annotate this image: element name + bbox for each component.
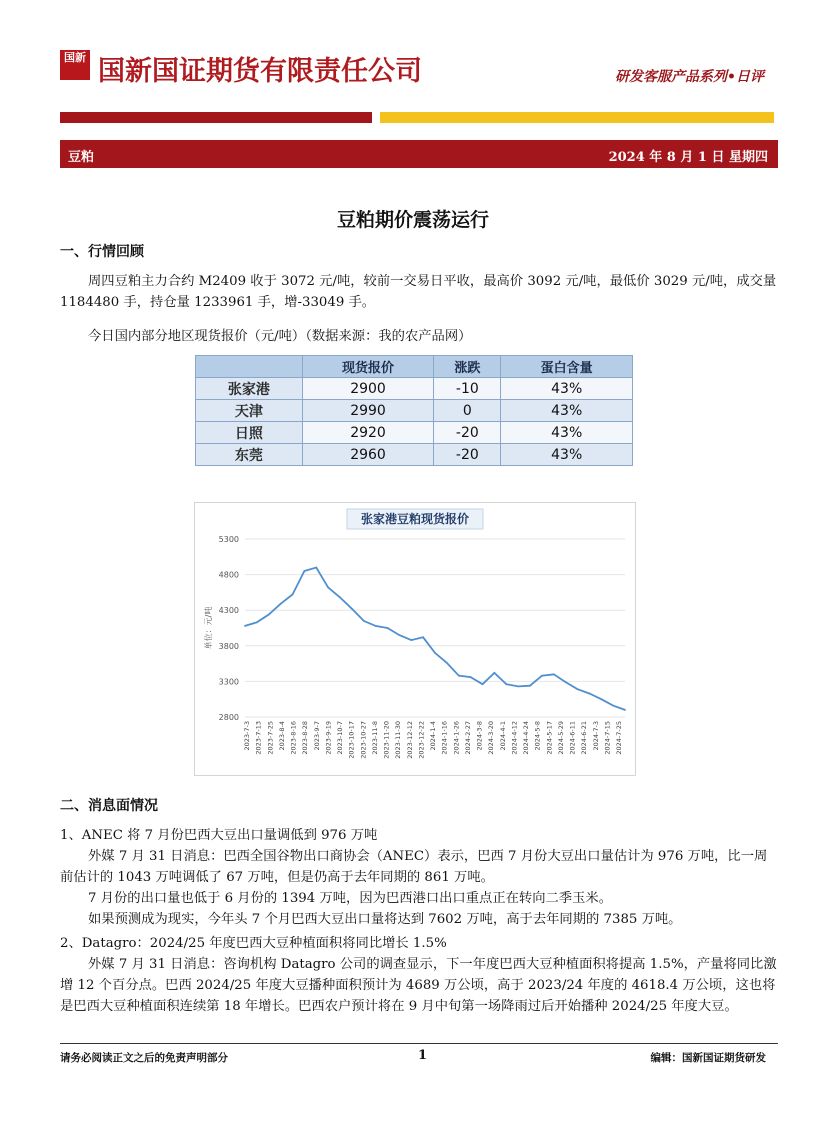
- section-heading-market-review: 一、行情回顾: [60, 244, 144, 260]
- header-red-bar: [60, 112, 372, 123]
- news-item-1-para-3: 如果预测成为现实，今年头 7 个月巴西大豆出口量将达到 7602 万吨，高于去年同期的 7385 万吨。: [88, 912, 682, 927]
- data-point: [315, 567, 317, 569]
- x-tick-label: 2024-1-16: [440, 721, 449, 755]
- data-point: [541, 675, 543, 677]
- data-point: [565, 681, 567, 683]
- x-tick-label: 2024-7-3: [591, 721, 600, 751]
- footer-disclaimer: 请务必阅读正文之后的免责声明部分: [60, 1052, 228, 1064]
- data-point: [517, 685, 519, 687]
- x-tick-label: 2023-10-17: [347, 721, 356, 759]
- footer-divider: [60, 1043, 778, 1044]
- data-point: [588, 693, 590, 695]
- data-point: [339, 596, 341, 598]
- data-point: [600, 698, 602, 700]
- product-band: [60, 140, 778, 168]
- data-point: [387, 627, 389, 629]
- data-point: [458, 675, 460, 677]
- x-tick-label: 2024-2-27: [463, 721, 472, 755]
- data-point: [410, 639, 412, 641]
- product-name: 豆粕: [68, 150, 95, 165]
- y-tick-label: 5300: [218, 535, 239, 544]
- data-point: [268, 614, 270, 616]
- x-tick-label: 2024-6-11: [568, 721, 577, 755]
- report-series: 研发客服产品系列•日评: [615, 69, 764, 85]
- data-point: [398, 634, 400, 636]
- x-tick-label: 2023-10-27: [359, 721, 368, 759]
- data-point: [292, 594, 294, 596]
- x-tick-label: 2023-7-25: [266, 721, 275, 755]
- x-tick-label: 2023-11-30: [394, 721, 403, 759]
- x-tick-label: 2023-8-28: [301, 721, 310, 755]
- data-point: [327, 587, 329, 589]
- data-point: [256, 621, 258, 623]
- x-tick-label: 2024-3-20: [487, 721, 496, 755]
- price-line-series: [245, 568, 625, 710]
- report-date: 2024 年 8 月 1 日 星期四: [608, 150, 768, 165]
- table-header-cell: 涨跌: [434, 356, 501, 378]
- x-tick-label: 2023-7-13: [254, 721, 263, 755]
- market-review-paragraph: 周四豆粕主力合约 M2409 收于 3072 元/吨，较前一交易日平收，最高价 3092 元/吨，最低价 3029 元/吨，成交量 1184480 手，持仓量 1233961 手，增-33049 手。: [60, 274, 777, 310]
- page-number: 1: [418, 1048, 428, 1063]
- price-chart-svg: [195, 503, 635, 775]
- x-tick-label: 2023-9-19: [324, 721, 333, 755]
- news-item-1-para-2: 7 月份的出口量也低于 6 月份的 1394 万吨，因为巴西港口出口重点正在转向二季玉米。: [88, 891, 612, 906]
- x-tick-label: 2023-10-7: [336, 721, 344, 755]
- table-row: 张家港 2900 -10 43%: [196, 378, 633, 400]
- data-point: [446, 662, 448, 664]
- page-title: 豆粕期价震荡运行: [336, 209, 489, 231]
- data-point: [422, 636, 424, 638]
- x-tick-label: 2023-8-4: [277, 721, 286, 751]
- header-yellow-bar: [380, 112, 774, 123]
- data-point: [470, 676, 472, 678]
- table-row: 东莞 2960 -20 43%: [196, 444, 633, 466]
- data-point: [351, 608, 353, 610]
- table-header-cell: 现货报价: [302, 356, 434, 378]
- table-row: 天津 2990 0 43%: [196, 400, 633, 422]
- data-point: [493, 672, 495, 674]
- spot-quote-table: [195, 355, 633, 466]
- table-caption: 今日国内部分地区现货报价（元/吨）（数据来源：我的农产品网）: [88, 329, 472, 344]
- x-tick-label: 2024-5-8: [533, 721, 542, 751]
- x-tick-label: 2023-11-20: [382, 721, 391, 759]
- y-tick-label: 3300: [218, 677, 239, 687]
- news-item-2-para-1: 外媒 7 月 31 日消息：咨询机构 Datagro 公司的调查显示，下一年度巴西大豆种植面积将提高 1.5%，产量将同比激增 12 个百分点。巴西 2024/25 年度大豆播种面积预计为 4689 万公顷，高于 2023/24 年度的 4618.4 万公顷，这也将是巴西大豆种植面积连续第 18 年增长。巴西农户预计将在 9 月中旬第一场降雨过后开始播种 2024/25 年度大豆。: [60, 957, 777, 1014]
- y-axis-label: 单位：元/吨: [204, 606, 213, 650]
- x-tick-label: 2024-1-26: [452, 721, 461, 755]
- company-name: 国新国证期货有限责任公司: [98, 56, 422, 87]
- x-tick-label: 2024-1-4: [429, 721, 437, 751]
- data-point: [505, 683, 507, 685]
- x-tick-label: 2023-11-8: [370, 721, 379, 755]
- data-point: [303, 570, 305, 572]
- data-point: [244, 625, 246, 627]
- data-point: [434, 652, 436, 654]
- table-header-cell: [196, 356, 303, 378]
- y-tick-label: 3800: [218, 641, 239, 651]
- x-tick-label: 2024-7-25: [615, 721, 623, 755]
- y-tick-label: 2800: [218, 713, 239, 722]
- x-tick-label: 2024-5-29: [556, 721, 565, 755]
- table-header-cell: 蛋白含量: [501, 356, 633, 378]
- y-tick-label: 4300: [218, 606, 239, 616]
- x-tick-label: 2023-12-12: [405, 721, 414, 759]
- news-item-2-title: 2、Datagro：2024/25 年度巴西大豆种植面积将同比增长 1.5%: [60, 936, 447, 951]
- data-point: [577, 688, 579, 690]
- x-tick-label: 2024-7-15: [603, 721, 612, 755]
- news-item-1-para-1: 外媒 7 月 31 日消息：巴西全国谷物出口商协会（ANEC）表示，巴西 7 月份大豆出口量估计为 976 万吨，比一周前估计的 1043 万吨调低了 67 万吨，但是仍高于去年同期的 861 万吨。: [60, 849, 768, 885]
- data-point: [624, 709, 626, 711]
- data-point: [280, 603, 282, 605]
- x-tick-label: 2024-3-8: [475, 721, 484, 751]
- data-point: [529, 685, 531, 687]
- x-tick-label: 2024-4-1: [498, 721, 507, 751]
- chart-title: 张家港豆粕现货报价: [360, 512, 470, 526]
- footer-editor: 编辑：国新国证期货研发: [650, 1052, 766, 1064]
- x-tick-label: 2024-4-12: [510, 721, 519, 755]
- y-tick-label: 4800: [218, 570, 239, 580]
- x-tick-label: 2023-8-16: [289, 721, 298, 755]
- price-chart: [194, 502, 636, 776]
- x-tick-label: 2023-7-3: [243, 721, 251, 751]
- company-logo: 国新: [60, 50, 90, 80]
- news-item-1-title: 1、ANEC 将 7 月份巴西大豆出口量调低到 976 万吨: [60, 828, 378, 843]
- x-tick-label: 2024-5-17: [545, 721, 554, 755]
- x-tick-label: 2024-4-24: [522, 721, 530, 755]
- data-point: [612, 705, 614, 707]
- data-point: [363, 620, 365, 622]
- data-point: [553, 673, 555, 675]
- data-point: [375, 625, 377, 627]
- x-tick-label: 2024-6-21: [580, 721, 589, 755]
- section-heading-news: 二、消息面情况: [60, 798, 158, 814]
- data-point: [482, 683, 484, 685]
- x-tick-label: 2023-12-22: [417, 721, 426, 759]
- x-tick-label: 2023-9-7: [312, 721, 321, 751]
- table-row: 日照 2920 -20 43%: [196, 422, 633, 444]
